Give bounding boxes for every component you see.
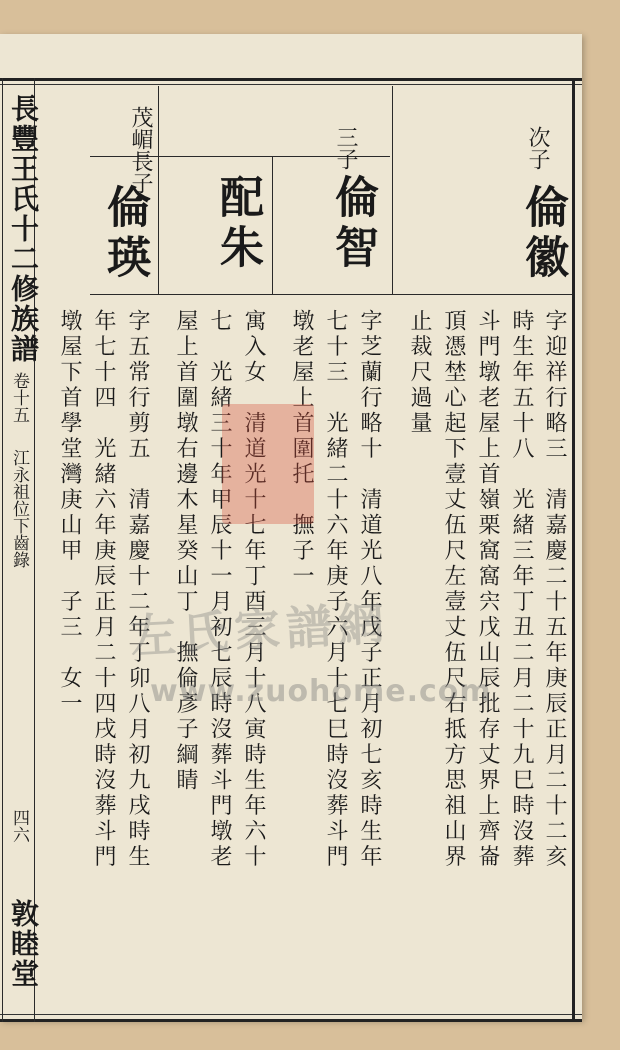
book-title: 長豐王氏十二修族譜 bbox=[7, 94, 40, 364]
red-seal-stamp bbox=[222, 404, 314, 524]
entry-3-line-3: 屋上首圍墩右邊木星癸山丁 撫倫彥子綱睛 bbox=[173, 309, 198, 794]
frame-bottom bbox=[0, 1019, 582, 1022]
hall-name: 敦睦堂 bbox=[7, 899, 40, 989]
entry-label-second-son: 次子 bbox=[525, 126, 550, 170]
entry-4-line-1: 字五常行剪五 清嘉慶十二年丁卯八月初九戌時生 bbox=[125, 309, 150, 870]
entry-name-lunhui: 倫徽 bbox=[517, 184, 568, 284]
entry-1-line-5: 止裁尺過量 bbox=[407, 309, 432, 437]
frame-bottom-inner bbox=[0, 1014, 582, 1015]
entry-3-line-1: 寓入女 清道光十七年丁酉三月十八寅時生年六十 bbox=[241, 309, 266, 870]
divider-1 bbox=[158, 86, 159, 294]
watermark-text: 左氏家譜網 bbox=[128, 596, 392, 664]
entry-2-line-1: 字芝蘭行略十 清道光八年戊子正月初七亥時生年 bbox=[357, 309, 382, 870]
frame-top bbox=[0, 78, 582, 81]
divider-2 bbox=[272, 156, 273, 294]
entry-4-line-2: 年七十四 光緒六年庚辰正月二十四戌時沒葬斗門 bbox=[91, 309, 116, 870]
entry-1-line-1: 字迎祥行略三 清嘉慶二十五年庚辰正月二十二亥 bbox=[542, 309, 567, 870]
entry-4-line-3: 墩屋下首學堂灣庚山甲 子三 女一 bbox=[57, 309, 82, 717]
entry-2-line-2: 七十三 光緒二十六年庚子六月十七巳時沒葬斗門 bbox=[323, 309, 348, 870]
entry-name-lunying: 倫瑛 bbox=[99, 184, 150, 284]
section-label: 江永祖位下齒錄 bbox=[9, 449, 29, 568]
entry-2-line-3: 墩老屋上首圍托 撫子一 bbox=[289, 309, 314, 590]
entry-1-line-2: 時生年五十八 光緒三年丁丑二月二十九巳時沒葬 bbox=[509, 309, 534, 870]
watermark-url: www.zuohome.com bbox=[150, 674, 492, 709]
frame-top-inner bbox=[0, 84, 582, 85]
entry-name-peizhu: 配朱 bbox=[212, 174, 263, 274]
entry-label-third-son: 三子 bbox=[333, 126, 358, 170]
entry-1-line-3: 斗門墩老屋上首嶺栗窩窩宍戊山辰批存丈界上齊崙 bbox=[475, 309, 500, 870]
entry-name-lunzhi: 倫智 bbox=[327, 174, 378, 274]
page-number: 四六 bbox=[9, 809, 29, 843]
volume-label: 卷十五 bbox=[9, 372, 29, 423]
name-rule bbox=[90, 294, 572, 295]
entry-3-line-2: 七 光緒三十年甲辰十一月初七辰時沒葬斗門墩老 bbox=[207, 309, 232, 870]
book-page bbox=[0, 34, 582, 1020]
entry-1-line-4: 頂憑埜心起下壹丈伍尺左壹丈伍尺右抵方思祖山界 bbox=[441, 309, 466, 870]
divider-3 bbox=[392, 86, 393, 294]
entry-label-eldest-son: 茂嵋長子 bbox=[128, 106, 153, 194]
